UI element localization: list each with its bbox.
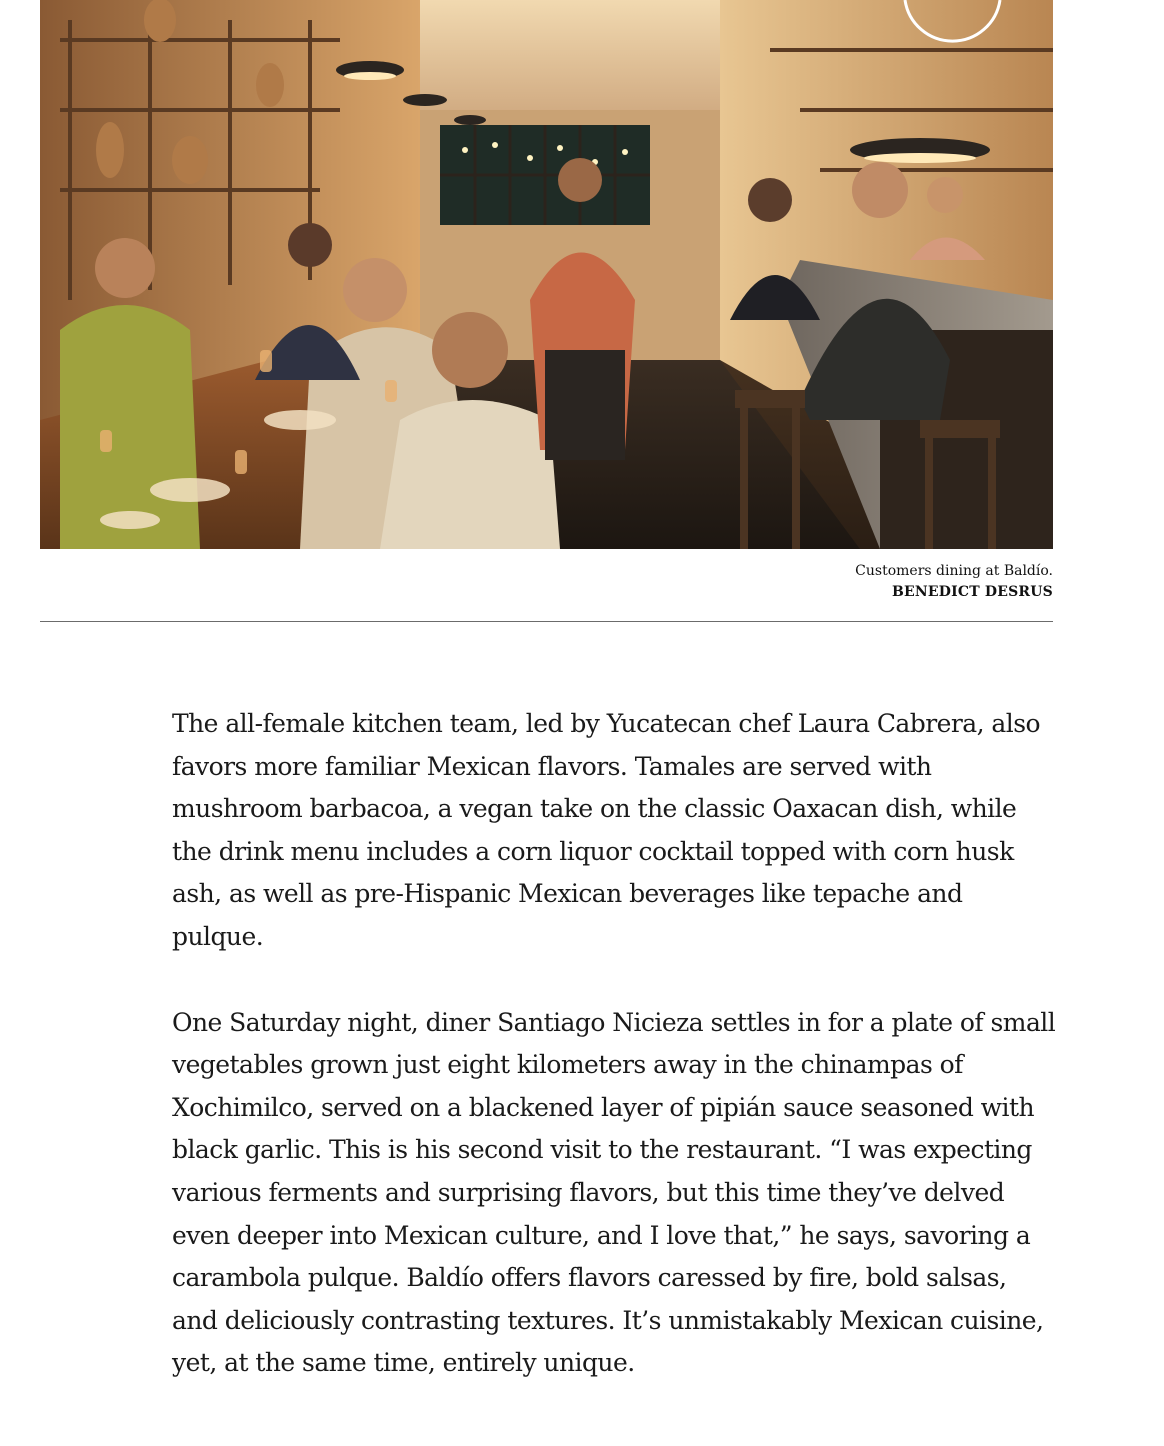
photo-credit: BENEDICT DESRUS (892, 584, 1053, 600)
article-body (172, 703, 1056, 1428)
article-paragraph: The all-female kitchen team, led by Yucatecan chef Laura Cabrera, also favors more familiar Mexican flavors. Tamales are served with mushroom barbacoa, a vegan take on the classic Oaxacan dish, while the drink menu includes a corn liquor cocktail topped with corn husk ash, as well as pre-Hispanic Mexican beverages like tepache and pulque. (172, 709, 1041, 951)
photo-caption (40, 561, 1053, 603)
article-photo (40, 0, 1053, 549)
article-paragraph: One Saturday night, diner Santiago Nicieza settles in for a plate of small vegetables grown just eight kilometers away in the chinampas of Xochimilco, served on a blackened layer of pipián sauce seasoned with black garlic. This is his second visit to the restaurant. “I was expecting various ferments and surprising flavors, but this time they’ve delved even deeper into Mexican culture, and I love that,” he says, savoring a carambola pulque. Baldío offers flavors caressed by fire, bold salsas, and deliciously contrasting textures. It’s unmistakably Mexican cuisine, yet, at the same time, entirely unique. (172, 1007, 1056, 1378)
caption-text: Customers dining at Baldío. (855, 563, 1053, 579)
caption-divider (40, 621, 1053, 622)
